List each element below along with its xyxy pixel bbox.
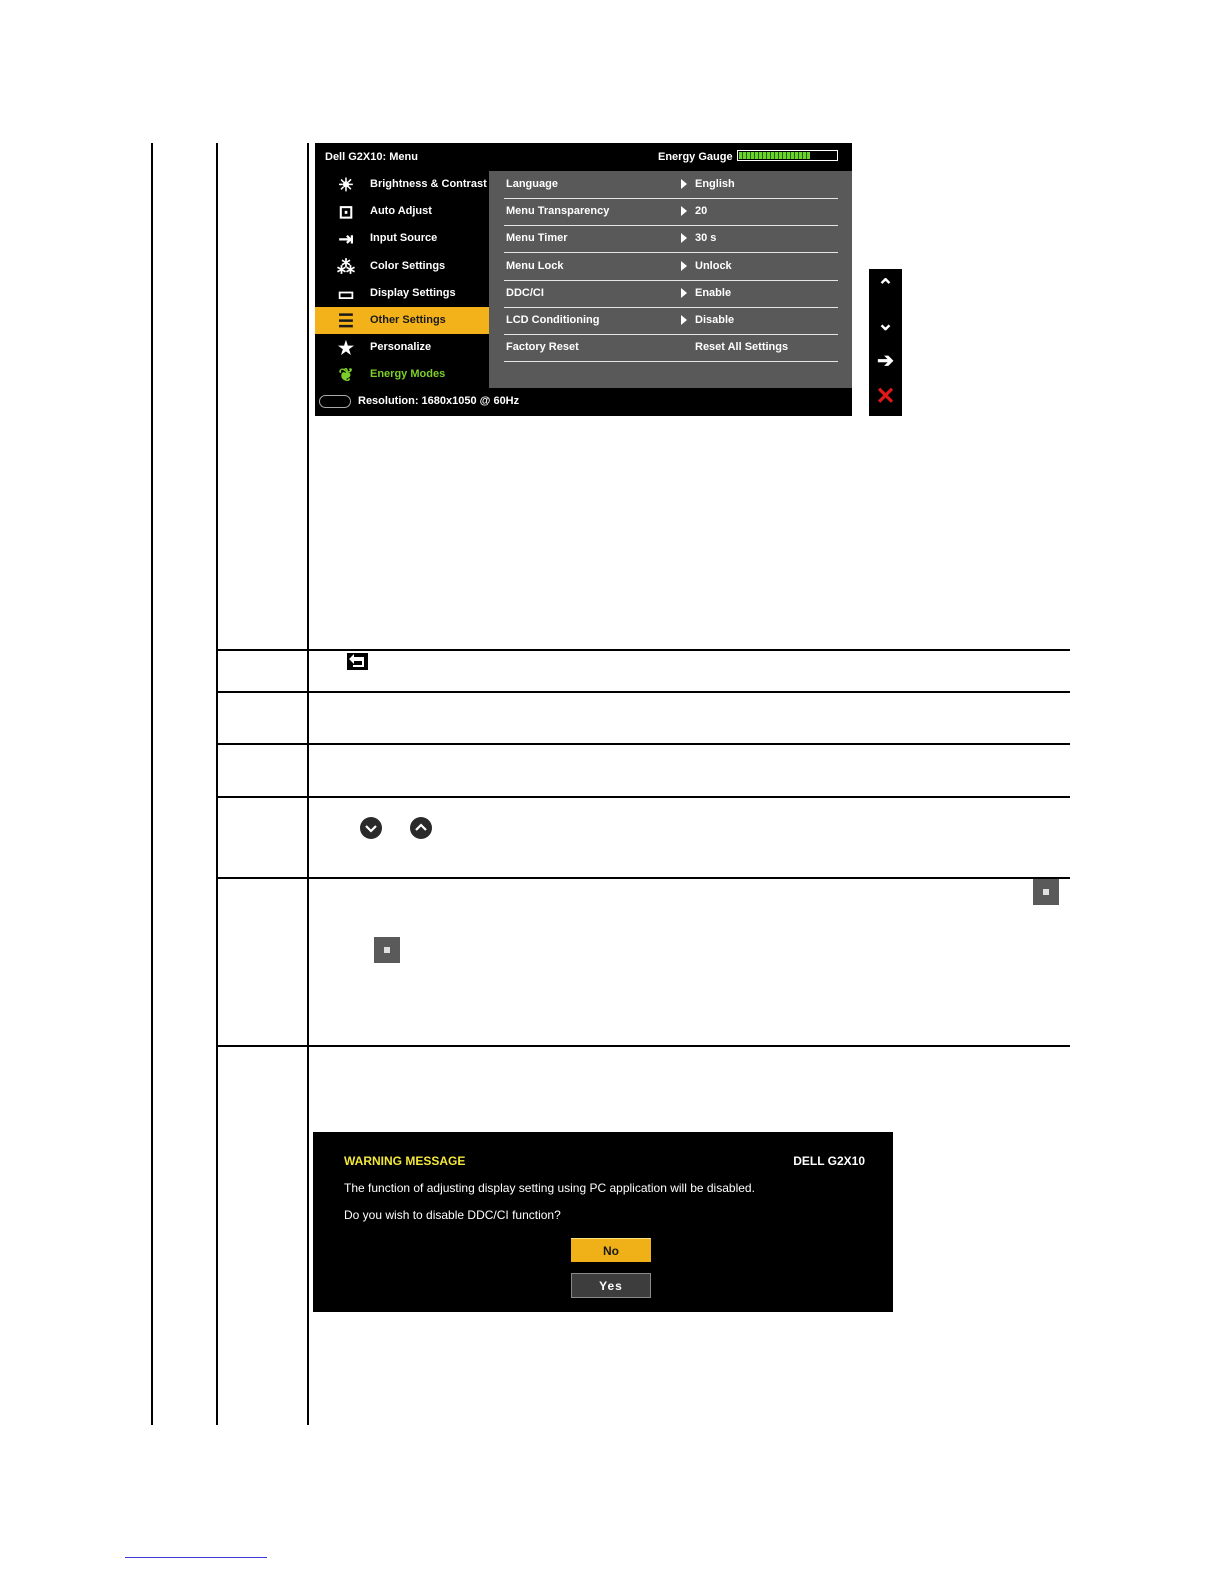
footer-link-underline[interactable] [125, 1557, 267, 1558]
up-arrow-icon[interactable]: ⌃ [877, 276, 894, 298]
menu-item-label: Energy Modes [370, 368, 446, 381]
down-arrow-icon[interactable]: ⌄ [877, 312, 894, 335]
menu-item-label: Display Settings [370, 286, 456, 299]
setting-value: Reset All Settings [695, 341, 789, 354]
setting-row-menu-lock[interactable] [504, 253, 838, 281]
display-settings-icon: ▭ [337, 283, 355, 304]
setting-label: DDC/CI [506, 286, 544, 299]
table-row-divider [216, 691, 1070, 693]
no-button[interactable]: No [571, 1238, 651, 1262]
submenu-arrow-icon [681, 288, 687, 298]
placeholder-image-icon [1033, 879, 1059, 905]
setting-row-ddc-ci[interactable] [504, 280, 838, 308]
osd-menu [315, 143, 852, 416]
setting-value: English [695, 178, 735, 190]
submenu-arrow-icon [681, 206, 687, 216]
menu-item-label: Color Settings [370, 259, 446, 272]
setting-label: Menu Transparency [506, 205, 610, 218]
setting-row-factory-reset[interactable] [504, 334, 838, 362]
osd-navigation-buttons [869, 269, 902, 416]
menu-item-color-settings[interactable] [315, 253, 489, 280]
brightness-icon: ☀ [337, 175, 355, 195]
setting-value: Unlock [695, 259, 732, 272]
warning-brand: DELL G2X10 [793, 1154, 865, 1168]
warning-title: WARNING MESSAGE [344, 1154, 466, 1168]
setting-value: 20 [695, 205, 708, 218]
menu-item-auto-adjust[interactable] [315, 198, 489, 225]
submenu-arrow-icon [681, 315, 687, 325]
other-settings-icon: ☰ [337, 311, 355, 331]
table-row-divider [216, 796, 1070, 798]
table-border-left [151, 143, 153, 1425]
submenu-arrow-icon [681, 261, 687, 271]
setting-label: Menu Timer [506, 232, 568, 245]
setting-value: 30 s [695, 232, 717, 245]
setting-label: Factory Reset [506, 341, 579, 354]
menu-item-label: Brightness & Contrast [370, 178, 487, 190]
menu-item-other-settings[interactable] [315, 307, 489, 334]
back-icon [347, 653, 368, 670]
table-row-divider [216, 1045, 1070, 1047]
setting-row-lcd-conditioning[interactable] [504, 307, 838, 335]
resolution-icon [319, 395, 351, 408]
right-arrow-icon[interactable]: ➔ [877, 349, 894, 372]
placeholder-image-icon [374, 937, 400, 963]
close-icon[interactable]: ✕ [875, 383, 896, 411]
table-row-divider [216, 649, 1070, 651]
yes-button[interactable]: Yes [571, 1273, 651, 1298]
warning-question: Do you wish to disable DDC/CI function? [344, 1208, 561, 1222]
setting-label: LCD Conditioning [506, 314, 600, 326]
table-column-divider-2 [307, 143, 309, 1425]
setting-label: Menu Lock [506, 259, 564, 272]
setting-value: Enable [695, 286, 732, 299]
setting-label: Language [506, 178, 558, 190]
setting-row-menu-transparency[interactable] [504, 198, 838, 226]
menu-item-brightness-contrast[interactable] [315, 171, 489, 198]
up-button-icon [410, 817, 432, 839]
table-row-divider [216, 743, 1070, 745]
osd-title: Dell G2X10: Menu [325, 151, 418, 163]
osd-footer [315, 388, 852, 416]
color-settings-icon: ⁂ [337, 256, 355, 277]
resolution-text: Resolution: 1680x1050 @ 60Hz [358, 395, 520, 407]
menu-item-label: Other Settings [370, 314, 446, 326]
menu-item-label: Input Source [370, 232, 438, 245]
energy-gauge [737, 150, 838, 161]
setting-value: Disable [695, 314, 735, 326]
setting-row-menu-timer[interactable] [504, 225, 838, 253]
submenu-arrow-icon [681, 179, 687, 189]
star-icon: ★ [337, 338, 355, 359]
menu-item-energy-modes[interactable] [315, 361, 489, 388]
menu-item-label: Personalize [370, 341, 432, 354]
setting-row-language[interactable] [504, 171, 838, 199]
submenu-arrow-icon [681, 233, 687, 243]
menu-item-personalize[interactable] [315, 334, 489, 361]
energy-gauge-label: Energy Gauge [658, 151, 733, 163]
leaf-icon: ❦ [338, 365, 354, 386]
menu-item-input-source[interactable] [315, 225, 489, 252]
menu-item-display-settings[interactable] [315, 280, 489, 307]
down-button-icon [360, 817, 382, 839]
input-source-icon: ⇥ [338, 229, 354, 250]
warning-message: The function of adjusting display setting using PC application will be disabled. [344, 1181, 755, 1195]
menu-item-label: Auto Adjust [370, 205, 432, 218]
energy-gauge-fill [739, 152, 810, 159]
table-column-divider-1 [216, 143, 218, 1425]
table-row-divider [216, 877, 1070, 879]
auto-adjust-icon: ⊡ [338, 202, 354, 223]
warning-dialog [313, 1132, 893, 1312]
